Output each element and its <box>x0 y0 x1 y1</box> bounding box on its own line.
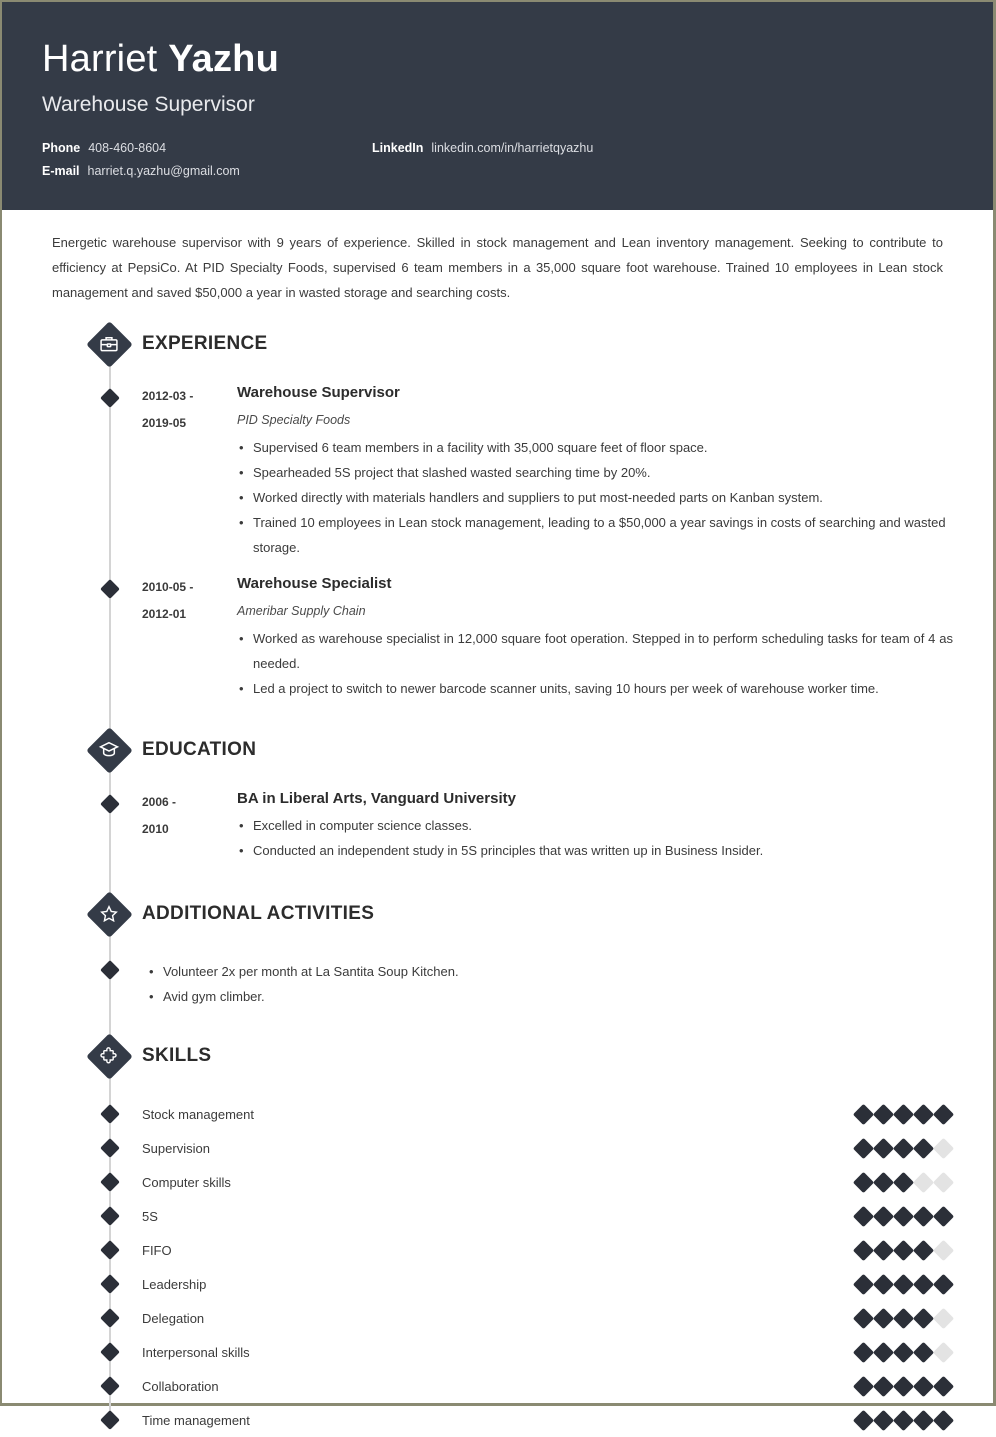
entry-date-end: 2012-01 <box>142 607 187 621</box>
timeline-diamond-icon <box>100 1308 120 1328</box>
skill-name: 5S <box>142 1208 158 1224</box>
rating-diamond-filled <box>853 1307 874 1328</box>
skills-list <box>42 1097 953 1437</box>
rating-diamond-filled <box>893 1205 914 1226</box>
skill-row <box>42 1199 953 1233</box>
rating-diamond-filled <box>913 1341 934 1362</box>
list-item: • Conducted an independent study in 5S principles that was written up in Business Insider. <box>237 838 953 863</box>
entry-role: Warehouse Supervisor <box>237 384 400 401</box>
rating-diamond-filled <box>933 1409 954 1430</box>
timeline-diamond-icon <box>100 1274 120 1294</box>
rating-diamond-filled <box>893 1307 914 1328</box>
skill-rating <box>856 1413 951 1428</box>
rating-diamond-filled <box>853 1409 874 1430</box>
rating-diamond-filled <box>873 1375 894 1396</box>
entry-main <box>227 574 953 701</box>
rating-diamond-filled <box>913 1239 934 1260</box>
skill-row <box>42 1131 953 1165</box>
skill-rating <box>856 1209 951 1224</box>
rating-diamond-filled <box>873 1307 894 1328</box>
skill-name: Supervision <box>142 1140 210 1156</box>
entry-bullet-list <box>237 626 953 701</box>
timeline-diamond-icon <box>100 388 120 408</box>
timeline-diamond-icon <box>100 794 120 814</box>
skill-row <box>42 1233 953 1267</box>
rating-diamond-filled <box>913 1103 934 1124</box>
rating-diamond-filled <box>893 1103 914 1124</box>
contact-row-2 <box>42 164 953 178</box>
timeline-diamond-icon <box>100 1138 120 1158</box>
timeline-diamond-icon <box>100 1410 120 1430</box>
star-icon <box>86 891 132 937</box>
timeline-diamond-icon <box>100 1240 120 1260</box>
entry-main <box>227 383 953 560</box>
rating-diamond-filled <box>873 1205 894 1226</box>
briefcase-icon <box>86 321 132 367</box>
entry-date-start: 2010-05 - <box>142 580 194 594</box>
rating-diamond-empty <box>913 1171 934 1192</box>
rating-diamond-filled <box>933 1103 954 1124</box>
timeline-diamond-icon <box>100 1206 120 1226</box>
section-title-additional-activities: ADDITIONAL ACTIVITIES <box>142 903 375 924</box>
experience-entry <box>42 574 953 701</box>
timeline-diamond-icon <box>100 579 120 599</box>
skill-row <box>42 1097 953 1131</box>
skill-rating <box>856 1277 951 1292</box>
candidate-name <box>42 36 953 82</box>
rating-diamond-empty <box>933 1171 954 1192</box>
entry-date <box>142 789 227 863</box>
rating-diamond-filled <box>853 1171 874 1192</box>
contact-label-email: E-mail <box>42 164 80 178</box>
contact-phone <box>42 141 372 155</box>
professional-summary: Energetic warehouse supervisor with 9 years of experience. Skilled in stock management and Lean inventory management. Seeking to contribute to efficiency at PepsiCo. At PID Specialty Foods, supervised 6 team members in a 35,000 square foot warehouse. Trained 10 employees in Lean stock management and saved $50,000 a year in wasted storage and searching costs. <box>52 235 943 300</box>
skill-name: Leadership <box>142 1276 207 1292</box>
contact-linkedin[interactable] <box>372 141 593 155</box>
rating-diamond-filled <box>873 1341 894 1362</box>
section-title-education: EDUCATION <box>142 739 257 760</box>
skill-row <box>42 1301 953 1335</box>
rating-diamond-filled <box>853 1239 874 1260</box>
timeline-diamond-icon <box>100 1104 120 1124</box>
contact-row-1 <box>42 141 953 155</box>
rating-diamond-filled <box>853 1103 874 1124</box>
entry-org: Ameribar Supply Chain <box>237 604 366 618</box>
contact-details <box>42 141 953 178</box>
list-item: • Volunteer 2x per month at La Santita Soup Kitchen. <box>147 959 953 984</box>
section-title-skills: SKILLS <box>142 1045 212 1066</box>
experience-entry <box>42 383 953 560</box>
entry-date-end: 2019-05 <box>142 416 187 430</box>
entry-bullet-list <box>237 435 953 560</box>
resume-timeline <box>42 319 953 1437</box>
rating-diamond-filled <box>913 1205 934 1226</box>
contact-label-phone: Phone <box>42 141 81 155</box>
graduation-cap-icon <box>86 727 132 773</box>
skill-name: Computer skills <box>142 1174 231 1190</box>
timeline-diamond-icon <box>100 960 120 980</box>
rating-diamond-filled <box>913 1273 934 1294</box>
rating-diamond-filled <box>933 1205 954 1226</box>
section-header-education <box>42 725 953 775</box>
rating-diamond-filled <box>893 1409 914 1430</box>
rating-diamond-filled <box>933 1273 954 1294</box>
rating-diamond-filled <box>893 1341 914 1362</box>
skill-row <box>42 1335 953 1369</box>
timeline-diamond-icon <box>100 1376 120 1396</box>
rating-diamond-filled <box>853 1341 874 1362</box>
contact-value-phone: 408-460-8604 <box>88 141 167 155</box>
puzzle-piece-icon <box>86 1033 132 1079</box>
rating-diamond-filled <box>853 1137 874 1158</box>
contact-value-email[interactable]: harriet.q.yazhu@gmail.com <box>87 164 240 178</box>
section-header-skills <box>42 1031 953 1081</box>
skill-rating <box>856 1311 951 1326</box>
skill-name: Delegation <box>142 1310 205 1326</box>
list-item: • Avid gym climber. <box>147 984 953 1009</box>
list-item: • Excelled in computer science classes. <box>237 813 953 838</box>
entry-date <box>142 383 227 560</box>
rating-diamond-filled <box>853 1375 874 1396</box>
skill-name: FIFO <box>142 1242 172 1258</box>
rating-diamond-filled <box>873 1409 894 1430</box>
contact-value-linkedin[interactable]: linkedin.com/in/harrietqyazhu <box>431 141 594 155</box>
list-item: • Spearheaded 5S project that slashed wasted searching time by 20%. <box>237 460 953 485</box>
rating-diamond-filled <box>893 1137 914 1158</box>
skill-rating <box>856 1175 951 1190</box>
rating-diamond-filled <box>913 1137 934 1158</box>
skill-rating <box>856 1345 951 1360</box>
contact-email[interactable] <box>42 164 372 178</box>
timeline-diamond-icon <box>100 1342 120 1362</box>
rating-diamond-filled <box>893 1239 914 1260</box>
rating-diamond-filled <box>893 1375 914 1396</box>
skill-row <box>42 1165 953 1199</box>
skill-rating <box>856 1243 951 1258</box>
entry-bullet-list <box>147 959 953 1009</box>
entry-date <box>142 574 227 701</box>
skill-row <box>42 1403 953 1437</box>
last-name: Yazhu <box>168 38 279 80</box>
rating-diamond-filled <box>873 1239 894 1260</box>
entry-org: PID Specialty Foods <box>237 413 351 427</box>
skill-rating <box>856 1379 951 1394</box>
section-header-additional-activities <box>42 889 953 939</box>
entry-date-start: 2012-03 - <box>142 389 194 403</box>
education-entry <box>42 789 953 863</box>
rating-diamond-filled <box>873 1103 894 1124</box>
list-item: • Worked as warehouse specialist in 12,000 square foot operation. Stepped in to perform scheduling tasks for team of 4 as needed. <box>237 626 953 676</box>
skill-name: Time management <box>142 1412 250 1428</box>
rating-diamond-filled <box>873 1171 894 1192</box>
timeline-diamond-icon <box>100 1172 120 1192</box>
entry-date-end: 2010 <box>142 822 169 836</box>
skill-row <box>42 1369 953 1403</box>
contact-label-linkedin: LinkedIn <box>372 141 424 155</box>
rating-diamond-filled <box>853 1273 874 1294</box>
list-item: • Trained 10 employees in Lean stock management, leading to a $50,000 a year savings in costs of searching and wasted storage. <box>237 510 953 560</box>
rating-diamond-filled <box>853 1205 874 1226</box>
skill-rating <box>856 1141 951 1156</box>
rating-diamond-empty <box>933 1137 954 1158</box>
section-header-experience <box>42 319 953 369</box>
list-item: • Led a project to switch to newer barcode scanner units, saving 10 hours per week of warehouse worker time. <box>237 676 953 701</box>
rating-diamond-filled <box>933 1375 954 1396</box>
entry-main <box>137 959 953 1009</box>
entry-bullet-list <box>237 813 953 863</box>
activities-entry <box>42 959 953 1009</box>
skill-name: Stock management <box>142 1106 255 1122</box>
skill-name: Interpersonal skills <box>142 1344 250 1360</box>
first-name: Harriet <box>42 38 158 80</box>
entry-main <box>227 789 953 863</box>
skill-row <box>42 1267 953 1301</box>
entry-date-start: 2006 - <box>142 795 177 809</box>
list-item: • Worked directly with materials handlers and suppliers to put most-needed parts on Kanban system. <box>237 485 953 510</box>
rating-diamond-empty <box>933 1307 954 1328</box>
rating-diamond-filled <box>913 1409 934 1430</box>
section-title-experience: EXPERIENCE <box>142 333 268 354</box>
resume-header <box>2 2 993 210</box>
rating-diamond-empty <box>933 1239 954 1260</box>
rating-diamond-filled <box>873 1137 894 1158</box>
rating-diamond-filled <box>913 1307 934 1328</box>
skill-name: Collaboration <box>142 1378 219 1394</box>
rating-diamond-filled <box>893 1171 914 1192</box>
list-item: • Supervised 6 team members in a facility with 35,000 square feet of floor space. <box>237 435 953 460</box>
entry-degree: BA in Liberal Arts, Vanguard University <box>237 790 516 807</box>
candidate-job-title: Warehouse Supervisor <box>42 93 255 116</box>
resume-body <box>2 210 993 1437</box>
rating-diamond-filled <box>873 1273 894 1294</box>
rating-diamond-empty <box>933 1341 954 1362</box>
skill-rating <box>856 1107 951 1122</box>
rating-diamond-filled <box>913 1375 934 1396</box>
entry-role: Warehouse Specialist <box>237 575 392 592</box>
rating-diamond-filled <box>893 1273 914 1294</box>
